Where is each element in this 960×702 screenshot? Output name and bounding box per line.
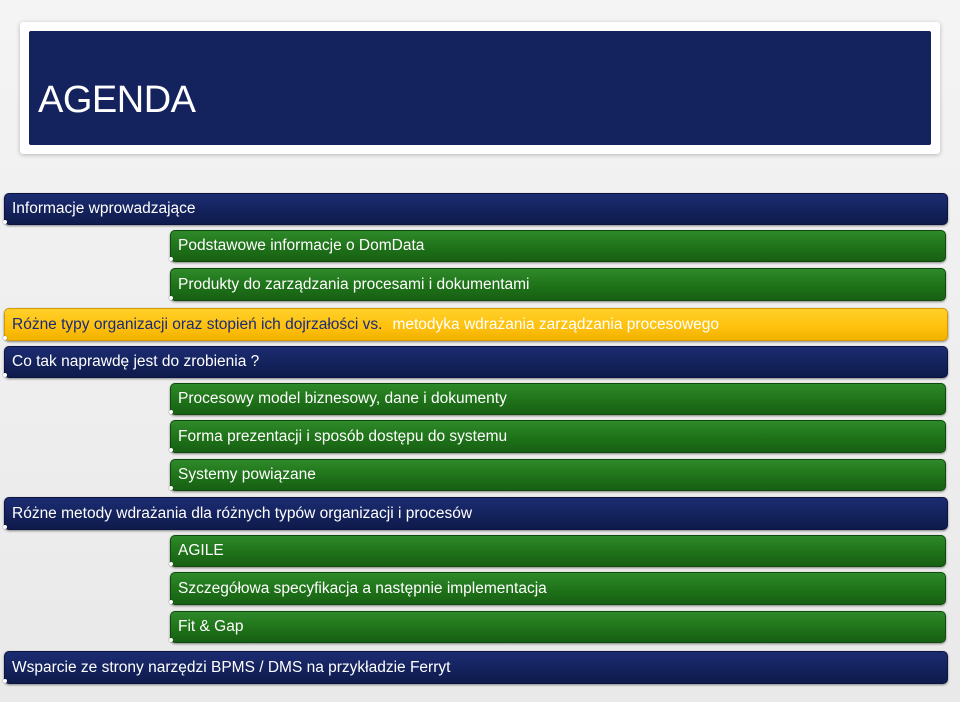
agenda-section-organizations-highlighted[interactable] — [4, 308, 948, 341]
agenda-subitem-products[interactable] — [170, 268, 946, 301]
agenda-section-label: Różne metody wdrażania dla różnych typów organizacji i procesów — [12, 504, 473, 522]
agenda-section-todo[interactable] — [4, 346, 948, 378]
agenda-subitem-label: Fit & Gap — [178, 618, 244, 636]
agenda-subitem-domdata[interactable] — [170, 230, 946, 262]
agenda-section-label: Wsparcie ze strony narzędzi BPMS / DMS na przykładzie Ferryt — [12, 658, 451, 676]
agenda-subitem-label: AGILE — [178, 542, 224, 560]
agenda-section-label-faded: metodyka wdrażania zarządzania procesowego — [392, 315, 719, 333]
agenda-subitem-specification[interactable] — [170, 572, 946, 605]
agenda-subitem-agile[interactable] — [170, 535, 946, 567]
agenda-subitem-label: Systemy powiązane — [178, 466, 316, 484]
agenda-subitem-label: Szczegółowa specyfikacja a następnie implementacja — [178, 579, 547, 597]
agenda-section-label: Co tak naprawdę jest do zrobienia ? — [12, 353, 260, 371]
agenda-section-label: Informacje wprowadzające — [12, 200, 196, 218]
page-title: AGENDA — [38, 79, 196, 121]
agenda-section-label: Różne typy organizacji oraz stopień ich dojrzałości vs. — [12, 315, 383, 333]
agenda-subitem-related-systems[interactable] — [170, 459, 946, 491]
title-frame — [20, 22, 940, 154]
agenda-subitem-label: Forma prezentacji i sposób dostępu do systemu — [178, 427, 508, 445]
agenda-section-tools-support[interactable] — [4, 651, 948, 684]
title-banner — [29, 31, 931, 145]
agenda-subitem-presentation[interactable] — [170, 420, 946, 453]
agenda-subitem-process-model[interactable] — [170, 383, 946, 415]
agenda-section-methods[interactable] — [4, 497, 948, 530]
agenda-section-intro[interactable] — [4, 193, 948, 225]
agenda-subitem-label: Procesowy model biznesowy, dane i dokumenty — [178, 390, 507, 408]
agenda-subitem-fit-gap[interactable] — [170, 611, 946, 643]
agenda-subitem-label: Podstawowe informacje o DomData — [178, 237, 425, 255]
agenda-subitem-label: Produkty do zarządzania procesami i dokumentami — [178, 275, 530, 293]
